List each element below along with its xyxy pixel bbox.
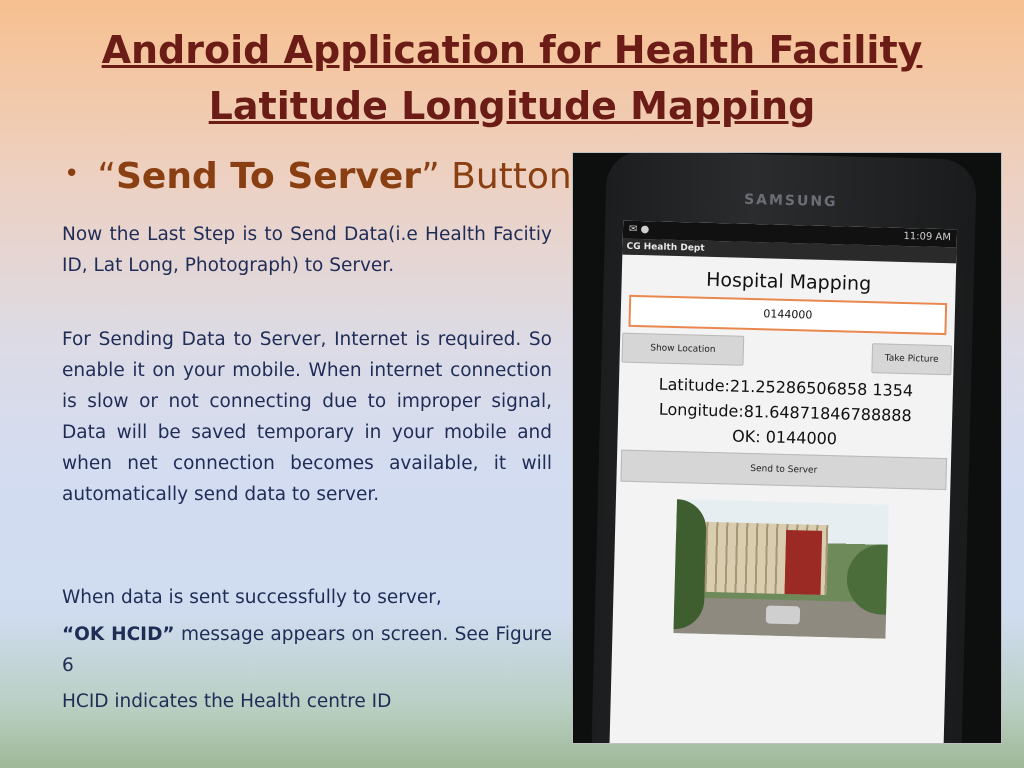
ok-hcid-text: “OK HCID” [62, 624, 175, 645]
phone-brand: SAMSUNG [743, 191, 838, 211]
paragraph-1: Now the Last Step is to Send Data(i.e Health Facitiy ID, Lat Long, Photograph) to Server. [62, 224, 552, 276]
button-row [619, 333, 954, 376]
bullet-dot-icon: • [64, 159, 80, 189]
bullet-open-quote: “ [97, 156, 116, 197]
car-shape [766, 605, 800, 624]
phone-photo [572, 152, 1002, 744]
bullet-close-quote: ” [421, 156, 440, 197]
longitude-text: Longitude:81.64871846788888 [658, 399, 912, 426]
facility-id-field[interactable]: 0144000 [628, 295, 947, 335]
paragraph-4 [62, 619, 552, 681]
facility-photo [673, 499, 888, 639]
app-name: CG Health Dept [622, 239, 956, 264]
notification-icon: ✉ ● [628, 223, 650, 236]
bullet-heading [64, 156, 572, 197]
ok-text: OK: 0144000 [731, 426, 838, 449]
phone-device [591, 152, 977, 744]
show-location-button[interactable]: Show Location [622, 333, 745, 366]
paragraph-3: When data is sent successfully to server, [62, 587, 442, 608]
status-time: 11:09 AM [903, 230, 952, 244]
bullet-strong: Send To Server [116, 156, 422, 197]
title-line-1: Android Application for Health Facility [101, 28, 923, 72]
tree-shape [674, 499, 707, 630]
phone-screen [609, 221, 957, 744]
send-to-server-button[interactable]: Send to Server [620, 450, 947, 491]
screen-title: Hospital Mapping [705, 268, 872, 296]
building-tower-shape [785, 530, 823, 595]
bullet-rest: Button [439, 156, 572, 197]
paragraph-5: HCID indicates the Health centre ID [62, 691, 392, 712]
paragraph-4-rest: message appears on screen. See Figure 6 [62, 624, 553, 676]
paragraph-2: For Sending Data to Server, Internet is required. So enable it on your mobile. When internet connection is slow or not connecting due to improper signal, Data will be saved temporary in your mobile and when net connection becomes available, it will automatically send data to server. [62, 329, 552, 505]
title-line-2: Latitude Longitude Mapping [208, 84, 816, 128]
slide-title [40, 22, 984, 134]
take-picture-button[interactable]: Take Picture [871, 343, 952, 375]
coordinates-readout [617, 371, 953, 455]
latitude-text: Latitude:21.25286506858 1354 [658, 374, 914, 401]
